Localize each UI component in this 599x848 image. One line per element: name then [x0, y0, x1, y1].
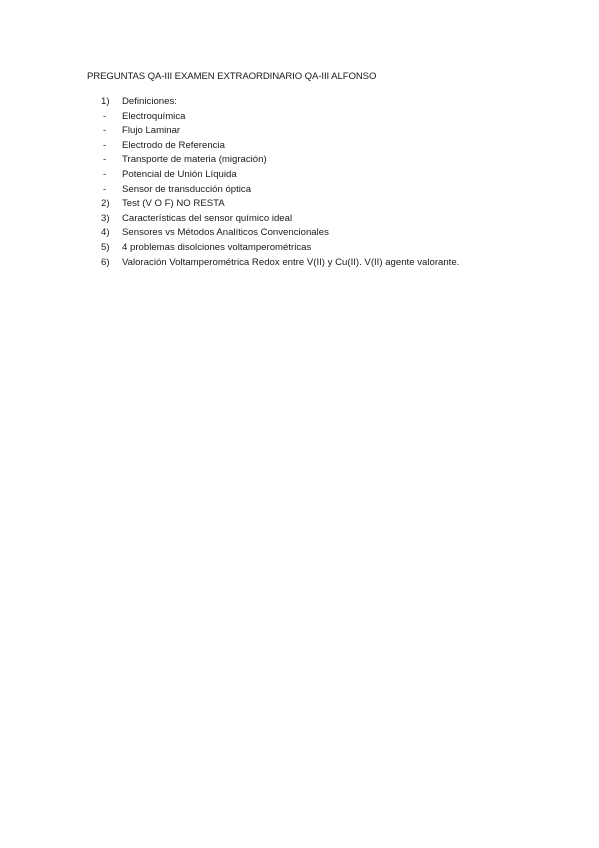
list-item	[101, 153, 561, 168]
list-item	[101, 139, 561, 154]
list-item	[101, 168, 561, 183]
list-marker: 3)	[101, 212, 110, 224]
list-marker: -	[103, 168, 107, 180]
list-item	[101, 95, 561, 110]
list-item-text: Definiciones:	[122, 96, 177, 107]
list-item	[101, 226, 561, 241]
list-marker: -	[103, 139, 107, 151]
list-marker: 2)	[101, 198, 110, 210]
document-title: PREGUNTAS QA-III EXAMEN EXTRAORDINARIO QA-III ALFONSO	[87, 71, 377, 82]
list-marker: 6)	[101, 256, 110, 268]
list-marker: 4)	[101, 227, 110, 239]
list-item-text: Sensores vs Métodos Analíticos Convencionales	[122, 227, 329, 239]
list-item-text: Electroquímica	[122, 110, 186, 122]
list-item-text: Valoración Voltamperométrica Redox entre V(II) y Cu(II). V(II) agente valorante.	[122, 256, 460, 268]
list-item-text: Electrodo de Referencia	[122, 139, 225, 151]
list-item	[101, 197, 561, 212]
list-item-text: Flujo Laminar	[122, 125, 181, 137]
list-item	[101, 241, 561, 256]
list-marker: -	[103, 154, 107, 166]
list-item	[101, 183, 561, 198]
list-marker: 5)	[101, 241, 110, 253]
list-item-text: Potencial de Unión Líquida	[122, 168, 237, 180]
list-marker: -	[103, 110, 107, 122]
list-item-text: Características del sensor químico ideal	[122, 212, 293, 224]
list-marker: 1)	[101, 96, 110, 107]
list-item-text: Test (V O F) NO RESTA	[122, 198, 225, 210]
list-item	[101, 256, 561, 271]
list-item	[101, 124, 561, 139]
list-item-text: Transporte de materia (migración)	[122, 154, 267, 166]
list-marker: -	[103, 125, 107, 137]
list-marker: -	[103, 183, 107, 195]
list-item	[101, 110, 561, 125]
list-item-text: Sensor de transducción óptica	[122, 183, 252, 195]
list-item-text: 4 problemas disolciones voltamperométricas	[122, 241, 312, 253]
question-list	[101, 95, 561, 270]
list-item	[101, 212, 561, 227]
